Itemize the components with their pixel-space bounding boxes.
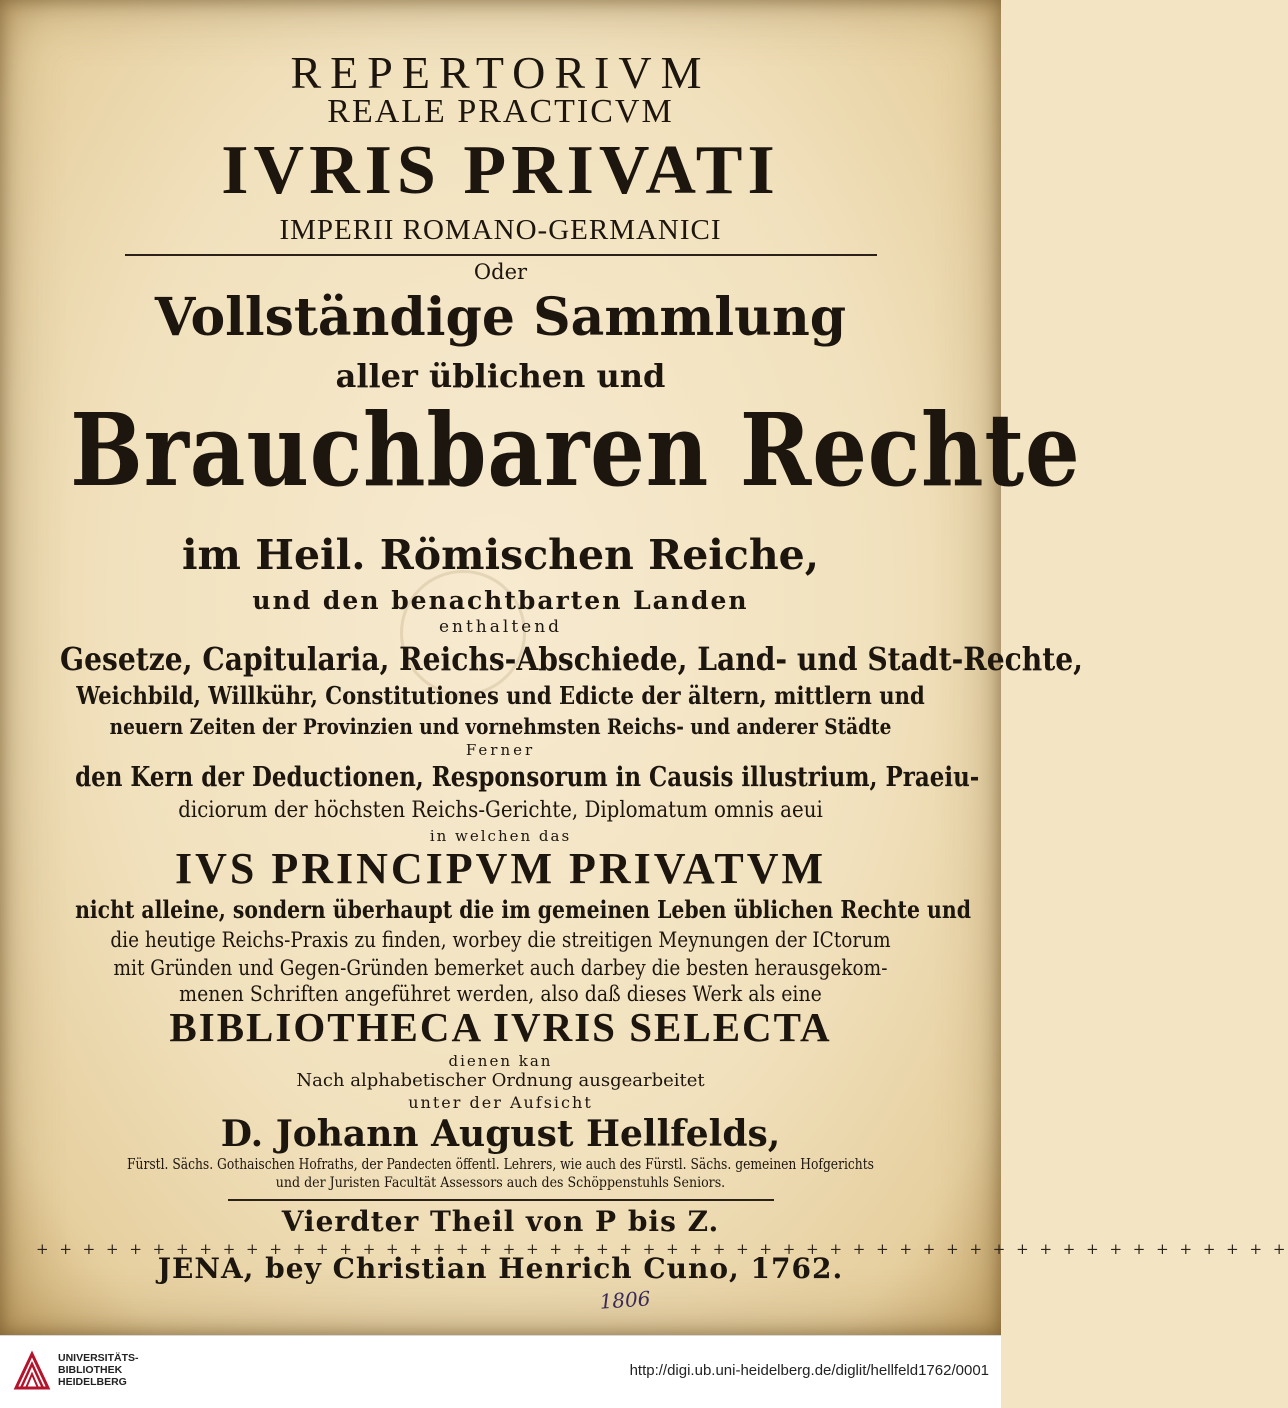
kern-der-deductionen-line: den Kern der Deductionen, Responsorum in Causis illustrium, Praeiu-: [75, 762, 980, 793]
aller-ueblichen-text: aller üblichen und: [335, 357, 666, 395]
library-footer: [0, 1335, 1001, 1408]
title-line-iuris-privati: IVRIS PRIVATI: [221, 132, 780, 209]
in-welchen-das-text: in welchen das: [429, 827, 572, 845]
title-line-reale-practicum: REALE PRACTICVM: [327, 93, 674, 130]
author-title-line1: Fürstl. Sächs. Gothaischen Hofraths, der Pandecten öffentl. Lehrers, wie auch des Fürstl. Sächs. gemeinen Hofgerichts: [127, 1155, 874, 1173]
library-name-line2: BIBLIOTHEK: [58, 1364, 123, 1376]
ornamental-star-row: + + + + + + + + + + + + + + + + + + + + + + + + + + + + + + + + + + + + + + + + + + + + + + + + + + + + + +: [36, 1240, 1288, 1258]
top-rule: [125, 254, 877, 256]
library-name-line1: UNIVERSITÄTS-: [58, 1352, 139, 1364]
author-title-line2: und der Juristen Facultät Assessors auch des Schöppenstuhls Seniors.: [275, 1175, 726, 1191]
dienen-kan-text: dienen kan: [448, 1052, 553, 1070]
volume-text: Vierdter Theil von P bis Z.: [281, 1205, 720, 1238]
vollstaendige-sammlung-text: Vollständige Sammlung: [154, 287, 847, 348]
heutige-reichs-praxis-line: die heutige Reichs-Praxis zu finden, worbey die streitigen Meynungen der ICtorum: [110, 928, 891, 952]
university-library-logo-icon: [12, 1348, 52, 1392]
title-line-repertorium: REPERTORIVM: [290, 47, 711, 98]
ius-principum-privatum-heading: IVS PRINCIPVM PRIVATVM: [174, 844, 827, 893]
bibliotheca-iuris-selecta-heading: BIBLIOTHECA IVRIS SELECTA: [169, 1004, 832, 1050]
brauchbaren-rechte-text: Brauchbaren Rechte: [70, 391, 1081, 509]
nicht-alleine-line: nicht alleine, sondern überhaupt die im gemeinen Leben üblichen Rechte und: [75, 895, 971, 924]
imprint-line: JENA, bey Christian Henrich Cuno, 1762.: [157, 1252, 844, 1285]
weichbild-line: Weichbild, Willkühr, Constitutiones und Edicte der ältern, mittlern und: [76, 681, 925, 710]
lower-rule: [228, 1199, 774, 1201]
benachtbarten-landen-text: und den benachtbarten Landen: [252, 586, 749, 615]
unter-der-aufsicht-text: unter der Aufsicht: [408, 1093, 593, 1112]
mit-gruenden-line: mit Gründen und Gegen-Gründen bemerket auch darbey die besten herausgekom-: [113, 956, 888, 980]
permalink-url[interactable]: http://digi.ub.uni-heidelberg.de/diglit/hellfeld1762/0001: [629, 1362, 989, 1379]
im-heil-roemischen-reiche-text: im Heil. Römischen Reiche,: [181, 531, 820, 579]
gesetze-line: Gesetze, Capitularia, Reichs-Abschiede, Land- und Stadt-Rechte,: [60, 640, 1083, 678]
title-line-imperii: IMPERII ROMANO-GERMANICI: [279, 214, 722, 246]
author-name: D. Johann August Hellfelds,: [220, 1113, 781, 1155]
library-name: [58, 1352, 139, 1388]
oder-text: Oder: [473, 260, 528, 284]
library-name-line3: HEIDELBERG: [58, 1376, 127, 1388]
menen-schriften-line: menen Schriften angeführet werden, also daß dieses Werk als eine: [179, 982, 822, 1006]
ferner-text: Ferner: [465, 741, 536, 759]
enthaltend-text: enthaltend: [438, 617, 563, 637]
alphabetischer-ordnung-text: Nach alphabetischer Ordnung ausgearbeitet: [296, 1070, 705, 1091]
neuern-zeiten-line: neuern Zeiten der Provinzien und vornehmsten Reichs- und anderer Städte: [109, 714, 892, 739]
handwritten-note: 1806: [598, 1286, 652, 1314]
diciorum-line: diciorum der höchsten Reichs-Gerichte, Diplomatum omnis aeui: [178, 798, 823, 823]
